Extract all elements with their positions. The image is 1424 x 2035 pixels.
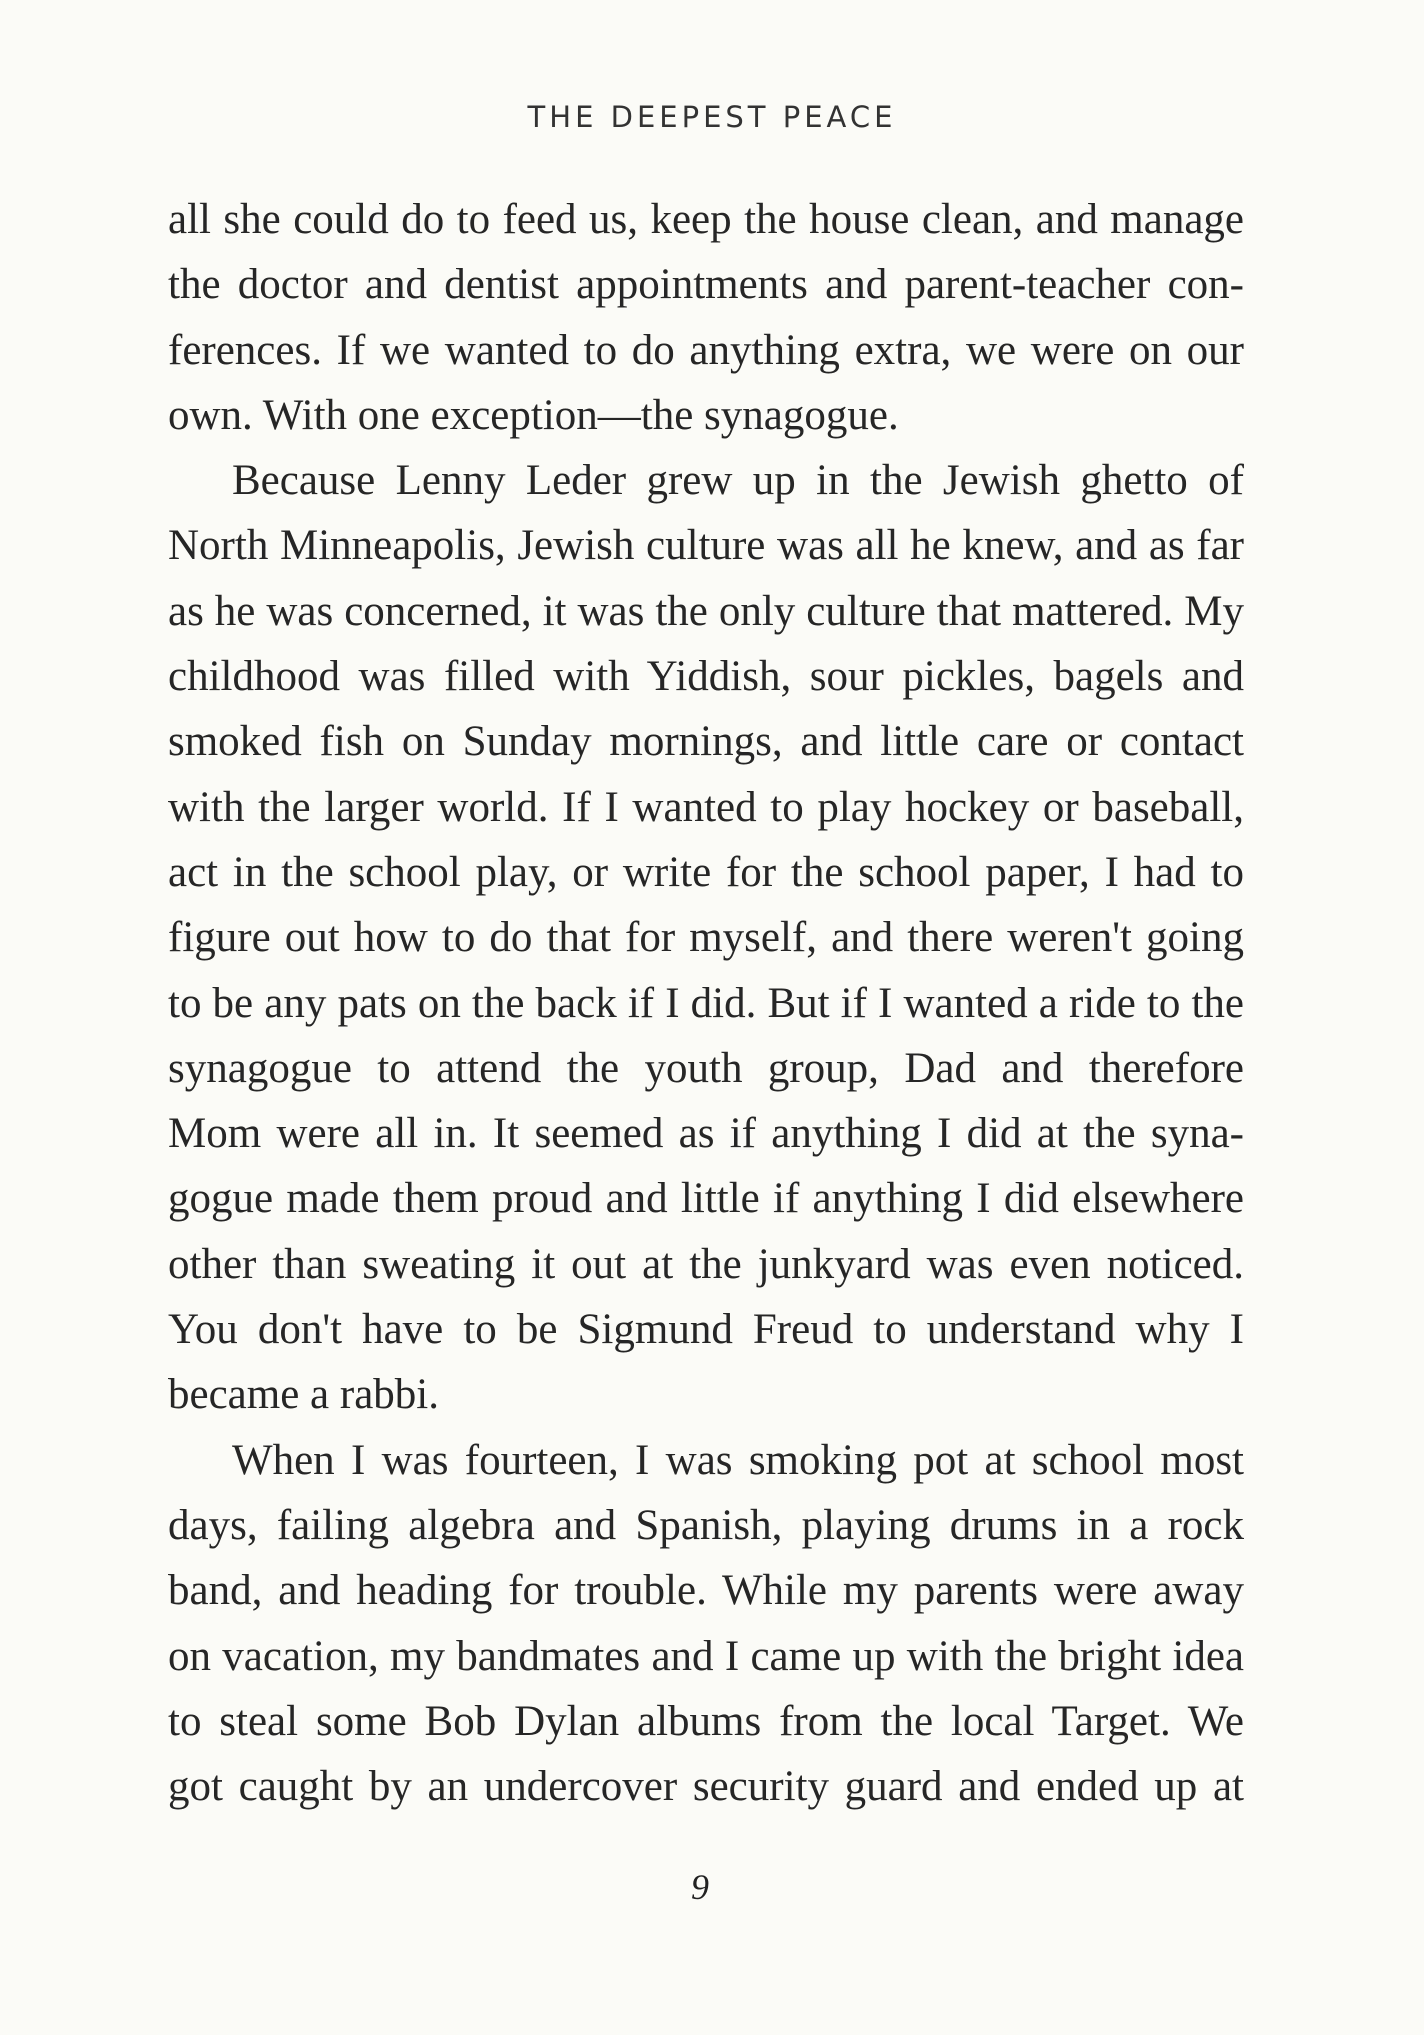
text-line: smoked fish on Sunday mornings, and little care or contact <box>168 718 1244 766</box>
text-line: Because Lenny Leder grew up in the Jewish ghetto of <box>232 457 1244 505</box>
body-text <box>168 187 1244 1819</box>
page-number: 9 <box>691 1867 709 1907</box>
text-line: Mom were all in. It seemed as if anything I did at the syna- <box>168 1110 1244 1158</box>
text-line: all she could do to feed us, keep the house clean, and manage <box>168 196 1244 243</box>
text-line: synagogue to attend the youth group, Dad and therefore <box>168 1044 1244 1092</box>
text-line: the doctor and dentist appointments and parent-teacher con- <box>168 261 1244 309</box>
text-line: to steal some Bob Dylan albums from the local Target. We <box>168 1697 1244 1745</box>
text-line: North Minneapolis, Jewish culture was all he knew, and as far <box>168 522 1244 570</box>
running-head: THE DEEPEST PEACE <box>527 100 897 134</box>
text-line: to be any pats on the back if I did. But if I wanted a ride to the <box>168 979 1244 1027</box>
text-line: got caught by an undercover security guard and ended up at <box>168 1763 1244 1811</box>
text-line: act in the school play, or write for the school paper, I had to <box>168 848 1244 896</box>
text-line: gogue made them proud and little if anything I did elsewhere <box>168 1175 1244 1223</box>
text-line: on vacation, my bandmates and I came up with the bright idea <box>168 1632 1244 1680</box>
text-line: with the larger world. If I wanted to play hockey or baseball, <box>168 783 1244 831</box>
text-line: days, failing algebra and Spanish, playing drums in a rock <box>168 1501 1244 1549</box>
text-line: ferences. If we wanted to do anything extra, we were on our <box>168 326 1244 374</box>
text-line: own. With one exception—the synagogue. <box>168 391 899 439</box>
text-line: other than sweating it out at the junkyard was even noticed. <box>168 1240 1244 1288</box>
text-line: as he was concerned, it was the only culture that mattered. My <box>168 587 1244 635</box>
text-line: became a rabbi. <box>168 1371 439 1419</box>
text-line: You don't have to be Sigmund Freud to understand why I <box>168 1306 1244 1354</box>
text-line: When I was fourteen, I was smoking pot at school most <box>232 1436 1244 1484</box>
text-line: band, and heading for trouble. While my parents were away <box>168 1567 1244 1615</box>
text-line: childhood was filled with Yiddish, sour pickles, bagels and <box>168 653 1244 701</box>
text-line: figure out how to do that for myself, and there weren't going <box>168 914 1244 962</box>
